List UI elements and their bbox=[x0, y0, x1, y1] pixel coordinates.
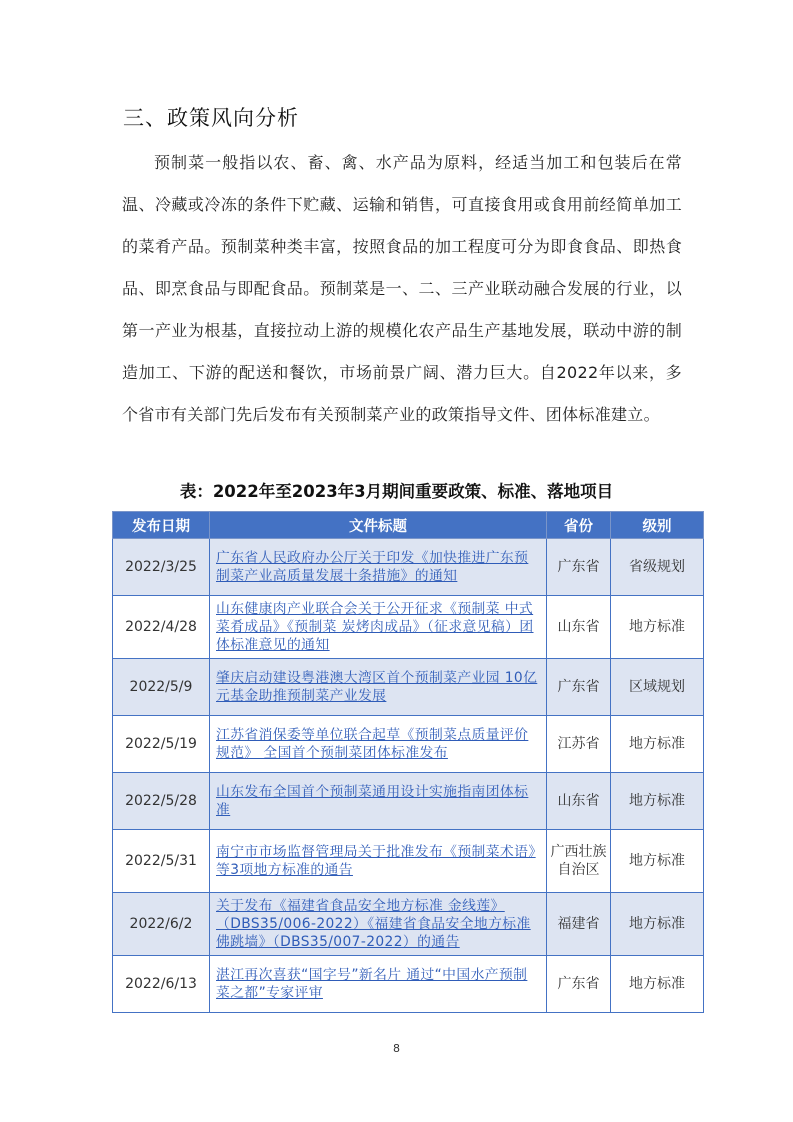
row-title-cell bbox=[210, 830, 547, 893]
table-row bbox=[113, 596, 704, 659]
row-title-cell bbox=[210, 956, 547, 1013]
row-title-link[interactable]: 广东省人民政府办公厅关于印发《加快推进广东预制菜产业高质量发展十条措施》的通知 bbox=[216, 550, 529, 584]
section-title: 三、政策风向分析 bbox=[123, 106, 299, 130]
row-province: 广东省 bbox=[547, 956, 611, 1013]
table-row bbox=[113, 659, 704, 716]
header-province: 省份 bbox=[547, 512, 611, 539]
row-title-link[interactable]: 湛江再次喜获“国字号”新名片 通过“中国水产预制菜之都”专家评审 bbox=[216, 967, 528, 1001]
row-level: 地方标准 bbox=[611, 716, 704, 773]
table-row bbox=[113, 539, 704, 596]
row-date: 2022/5/9 bbox=[113, 659, 210, 716]
row-province: 广西壮族自治区 bbox=[547, 830, 611, 893]
table-row bbox=[113, 773, 704, 830]
page-number: 8 bbox=[393, 1042, 400, 1055]
row-province: 山东省 bbox=[547, 596, 611, 659]
row-date: 2022/3/25 bbox=[113, 539, 210, 596]
row-level: 区域规划 bbox=[611, 659, 704, 716]
policy-table bbox=[112, 511, 704, 1013]
header-level: 级别 bbox=[611, 512, 704, 539]
row-title-cell bbox=[210, 596, 547, 659]
row-level: 省级规划 bbox=[611, 539, 704, 596]
row-title-cell bbox=[210, 539, 547, 596]
row-level: 地方标准 bbox=[611, 956, 704, 1013]
table-row bbox=[113, 830, 704, 893]
row-level: 地方标准 bbox=[611, 596, 704, 659]
table-row bbox=[113, 716, 704, 773]
table-row bbox=[113, 893, 704, 956]
table-header-row bbox=[113, 512, 704, 539]
row-level: 地方标准 bbox=[611, 893, 704, 956]
row-title-link[interactable]: 南宁市市场监督管理局关于批准发布《预制菜术语》等3项地方标准的通告 bbox=[216, 844, 536, 878]
table-row bbox=[113, 956, 704, 1013]
row-title-link[interactable]: 肇庆启动建设粤港澳大湾区首个预制菜产业园 10亿元基金助推预制菜产业发展 bbox=[216, 670, 538, 704]
row-title-link[interactable]: 山东发布全国首个预制菜通用设计实施指南团体标准 bbox=[216, 784, 529, 818]
row-date: 2022/4/28 bbox=[113, 596, 210, 659]
row-date: 2022/6/13 bbox=[113, 956, 210, 1013]
row-province: 广东省 bbox=[547, 659, 611, 716]
row-title-link[interactable]: 山东健康肉产业联合会关于公开征求《预制菜 中式菜肴成品》《预制菜 炭烤肉成品》（征求意见稿）团体标准意见的通知 bbox=[216, 601, 534, 653]
row-date: 2022/5/19 bbox=[113, 716, 210, 773]
row-province: 福建省 bbox=[547, 893, 611, 956]
row-province: 广东省 bbox=[547, 539, 611, 596]
row-date: 2022/6/2 bbox=[113, 893, 210, 956]
row-date: 2022/5/31 bbox=[113, 830, 210, 893]
row-title-cell bbox=[210, 716, 547, 773]
row-title-cell bbox=[210, 893, 547, 956]
body-paragraph bbox=[122, 142, 682, 436]
paragraph-text: 预制菜一般指以农、畜、禽、水产品为原料，经适当加工和包装后在常温、冷藏或冷冻的条件下贮藏、运输和销售，可直接食用或食用前经简单加工的菜肴产品。预制菜种类丰富，按照食品的加工程度可分为即食食品、即热食品、即烹食品与即配食品。预制菜是一、二、三产业联动融合发展的行业，以第一产业为根基，直接拉动上游的规模化农产品生产基地发展，联动中游的制造加工、下游的配送和餐饮，市场前景广阔、潜力巨大。自2022年以来，多个省市有关部门先后发布有关预制菜产业的政策指导文件、团体标准建立。 bbox=[122, 153, 682, 424]
header-date: 发布日期 bbox=[113, 512, 210, 539]
row-title-cell bbox=[210, 659, 547, 716]
row-province: 山东省 bbox=[547, 773, 611, 830]
table-caption: 表：2022年至2023年3月期间重要政策、标准、落地项目 bbox=[179, 482, 614, 501]
row-date: 2022/5/28 bbox=[113, 773, 210, 830]
row-level: 地方标准 bbox=[611, 773, 704, 830]
row-title-link[interactable]: 江苏省消保委等单位联合起草《预制菜点质量评价规范》 全国首个预制菜团体标准发布 bbox=[216, 727, 529, 761]
row-province: 江苏省 bbox=[547, 716, 611, 773]
row-level: 地方标准 bbox=[611, 830, 704, 893]
row-title-link[interactable]: 关于发布《福建省食品安全地方标准 金线莲》（DBS35/006-2022）《福建省食品安全地方标准 佛跳墙》（DBS35/007-2022）的通告 bbox=[216, 898, 531, 950]
row-title-cell bbox=[210, 773, 547, 830]
header-title: 文件标题 bbox=[210, 512, 547, 539]
